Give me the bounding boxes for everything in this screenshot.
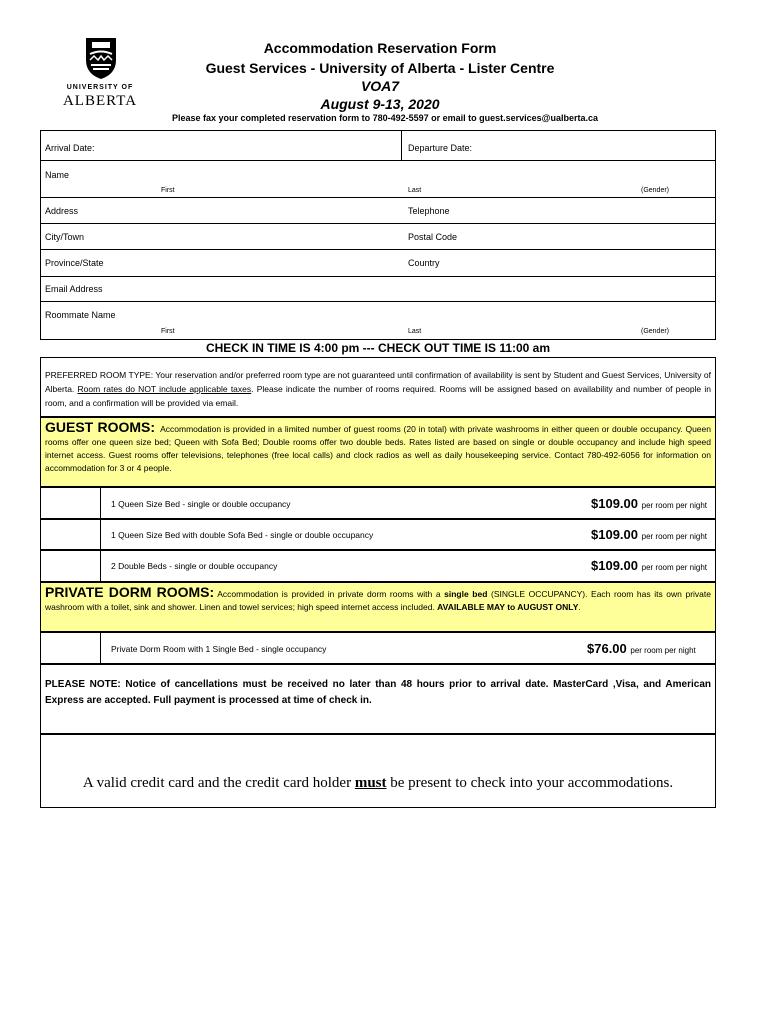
- departure-date-label: Departure Date:: [408, 143, 473, 153]
- fax-note: Please fax your completed reservation form to 780-492-5597 or email to guest.services@ualberta.ca: [172, 113, 598, 123]
- preferred-text-2: . Please indicate the number of rooms required. Rooms will be assigned based on availability and number of people in room, and a confirmation will be provided via email.: [45, 384, 711, 408]
- form-subtitle: Guest Services - University of Alberta - Lister Centre: [205, 60, 555, 76]
- room-option-price: $109.00 per room per night: [591, 527, 707, 542]
- university-logo: [58, 36, 142, 112]
- dorm-quantity-field[interactable]: [41, 633, 101, 663]
- dorm-rooms-heading: PRIVATE DORM ROOMS:: [45, 584, 215, 600]
- room-quantity-field[interactable]: [41, 551, 101, 581]
- room-option-row: [40, 519, 716, 550]
- room-option-price: $109.00 per room per night: [591, 558, 707, 573]
- credit-card-section: [40, 734, 716, 808]
- dorm-option-price: $76.00 per room per night: [587, 641, 696, 656]
- room-option-row: [40, 487, 716, 519]
- event-code: VOA7: [360, 78, 400, 94]
- crest-icon: [84, 36, 118, 80]
- first-name-label: First: [161, 187, 175, 194]
- preferred-text-1: PREFERRED ROOM TYPE: Your reservation and/or preferred room type are not guaranteed until confirmation of availability is sent by Student and Guest Services, University of Alberta.: [45, 370, 711, 394]
- room-option-row: [40, 550, 716, 582]
- dorm-text-1: Accommodation is provided in private dorm rooms with a: [217, 589, 445, 599]
- guest-rooms-text: Accommodation is provided in a limited number of guest rooms (20 in total) with private washrooms in either queen or double occupancy. Queen rooms offer one queen size bed; Queen with Sofa Bed; Double rooms offer two double beds. Rates listed are based on single or double occupancy and include high speed internet access. Guest rooms offer televisions, telephones (free local calls) and clock radios as well as daily housekeeping service. Contact 780-492-6056 for information on accommodation for 3 or 4 people.: [45, 424, 711, 473]
- roommate-gender-label: (Gender): [641, 328, 670, 335]
- city-label: City/Town: [45, 232, 85, 242]
- province-label: Province/State: [45, 258, 104, 268]
- dorm-text-2: (SINGLE OCCUPANCY). Each room has its own private washroom with a toilet, sink and shower. Linen and towel services; high speed internet access included.: [45, 589, 711, 612]
- event-dates: August 9-13, 2020: [320, 96, 440, 112]
- room-option-desc: 2 Double Beds - single or double occupancy: [111, 561, 278, 571]
- form-title: Accommodation Reservation Form: [263, 40, 497, 56]
- dorm-availability: AVAILABLE MAY to AUGUST ONLY: [437, 602, 579, 612]
- preferred-room-note: [40, 357, 716, 417]
- guest-rooms-section: [40, 417, 716, 487]
- checkin-times: CHECK IN TIME IS 4:00 pm --- CHECK OUT TIME IS 11:00 am: [205, 341, 551, 355]
- room-option-price: $109.00 per room per night: [591, 496, 707, 511]
- roommate-label: Roommate Name: [45, 310, 116, 320]
- logo-line1: UNIVERSITY OF: [66, 84, 134, 91]
- room-option-desc: 1 Queen Size Bed with double Sofa Bed - single or double occupancy: [111, 530, 374, 540]
- dorm-text-3: .: [578, 602, 581, 612]
- roommate-last-label: Last: [408, 328, 422, 335]
- postal-code-label: Postal Code: [408, 232, 458, 242]
- arrival-date-label: Arrival Date:: [45, 143, 95, 153]
- address-label: Address: [45, 206, 79, 216]
- dorm-rooms-section: [40, 582, 716, 632]
- cancellation-note: PLEASE NOTE: Notice of cancellations must be received no later than 48 hours prior to arrival date. MasterCard ,Visa, and American Express are accepted. Full payment is processed at time of check in.: [40, 664, 716, 734]
- last-name-label: Last: [408, 187, 422, 194]
- dorm-option-row: [40, 632, 716, 664]
- roommate-first-label: First: [161, 328, 175, 335]
- guest-info-section: [40, 130, 716, 340]
- country-label: Country: [408, 258, 440, 268]
- guest-rooms-heading: GUEST ROOMS:: [45, 419, 156, 435]
- name-label: Name: [45, 170, 70, 180]
- logo-line2: ALBERTA: [62, 93, 138, 109]
- telephone-label: Telephone: [408, 206, 450, 216]
- room-quantity-field[interactable]: [41, 520, 101, 549]
- email-label: Email Address: [45, 284, 103, 294]
- credit-card-note: A valid credit card and the credit card holder must be present to check into your accommodations.: [82, 775, 674, 791]
- dorm-option-desc: Private Dorm Room with 1 Single Bed - single occupancy: [111, 644, 327, 654]
- room-quantity-field[interactable]: [41, 488, 101, 518]
- dorm-single-bed: single bed: [444, 589, 488, 599]
- gender-label: (Gender): [641, 187, 670, 194]
- taxes-note: Room rates do NOT include applicable taxes: [77, 384, 252, 394]
- room-option-desc: 1 Queen Size Bed - single or double occupancy: [111, 499, 291, 509]
